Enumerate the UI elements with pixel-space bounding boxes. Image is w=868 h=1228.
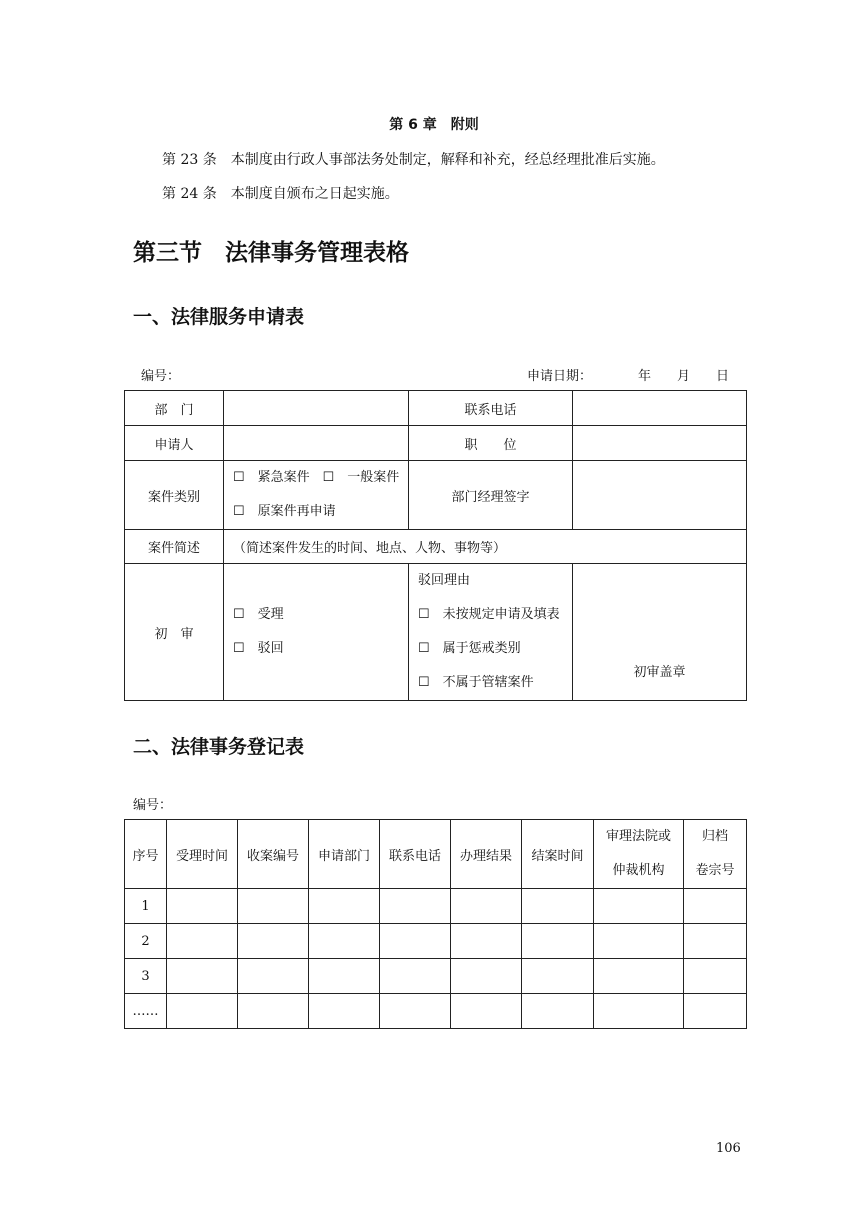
position-field[interactable] bbox=[573, 426, 747, 461]
manager-sign-field[interactable] bbox=[573, 461, 747, 530]
article-text: 本制度自颁布之日起实施。 bbox=[230, 186, 399, 202]
category-option-line[interactable]: ☐ 紧急案件 ☐ 一般案件 bbox=[233, 470, 400, 485]
header-archive-line1: 归档 bbox=[701, 829, 728, 844]
reject-reason-option[interactable]: ☐ 未按规定申请及填表 bbox=[418, 607, 560, 622]
row-serial: 1 bbox=[125, 889, 167, 924]
reject-reason-option[interactable]: ☐ 不属于管辖案件 bbox=[418, 675, 534, 690]
summary-hint[interactable]: （简述案件发生的时间、地点、人物、事物等） bbox=[224, 530, 747, 564]
article-number: 第 24 条 bbox=[162, 186, 217, 202]
form1-title: 一、法律服务申请表 bbox=[133, 306, 305, 328]
table-row bbox=[125, 924, 747, 959]
category-options bbox=[224, 461, 409, 530]
chapter-title: 第 6 章 附则 bbox=[389, 117, 479, 133]
row-serial: …… bbox=[125, 994, 167, 1029]
legal-service-application-table bbox=[124, 390, 747, 701]
table-row bbox=[125, 994, 747, 1029]
header-archive-line2: 卷宗号 bbox=[695, 863, 735, 878]
form2-title: 二、法律事务登记表 bbox=[133, 736, 305, 758]
legal-affairs-register-table bbox=[124, 819, 747, 1029]
article-23 bbox=[162, 149, 665, 169]
form1-number-label: 编号： bbox=[141, 369, 181, 384]
reject-reason-option[interactable]: ☐ 属于惩戒类别 bbox=[418, 641, 521, 656]
review-options bbox=[224, 564, 409, 701]
review-label: 初 审 bbox=[125, 564, 224, 701]
article-24 bbox=[162, 183, 399, 203]
page-number: 106 bbox=[716, 1141, 741, 1156]
review-option-accept[interactable]: ☐ 受理 bbox=[233, 607, 284, 622]
review-option-reject[interactable]: ☐ 驳回 bbox=[233, 641, 284, 656]
header-court-line1: 审理法院或 bbox=[605, 829, 671, 844]
dept-field[interactable] bbox=[224, 391, 409, 426]
summary-label: 案件简述 bbox=[125, 530, 224, 564]
header-archive bbox=[684, 820, 747, 889]
table-row bbox=[125, 889, 747, 924]
dept-label: 部 门 bbox=[125, 391, 224, 426]
date-year: 年 bbox=[638, 369, 652, 384]
category-option-line[interactable]: ☐ 原案件再申请 bbox=[233, 504, 336, 519]
reject-reasons bbox=[409, 564, 573, 701]
table-row bbox=[125, 959, 747, 994]
row-serial: 3 bbox=[125, 959, 167, 994]
applicant-label: 申请人 bbox=[125, 426, 224, 461]
header-close-time: 结案时间 bbox=[522, 820, 594, 889]
position-label: 职 位 bbox=[409, 426, 573, 461]
phone-label: 联系电话 bbox=[409, 391, 573, 426]
article-number: 第 23 条 bbox=[162, 152, 217, 168]
date-day: 日 bbox=[716, 369, 730, 384]
header-accept-time: 受理时间 bbox=[167, 820, 238, 889]
header-applicant-dept: 申请部门 bbox=[309, 820, 380, 889]
date-month: 月 bbox=[677, 369, 691, 384]
header-serial: 序号 bbox=[125, 820, 167, 889]
form2-number-label: 编号： bbox=[133, 798, 173, 813]
header-court bbox=[594, 820, 684, 889]
header-phone: 联系电话 bbox=[380, 820, 451, 889]
form1-date-label: 申请日期： bbox=[527, 369, 593, 384]
header-result: 办理结果 bbox=[451, 820, 522, 889]
row-serial: 2 bbox=[125, 924, 167, 959]
section-title: 第三节 法律事务管理表格 bbox=[133, 240, 409, 266]
manager-sign-label: 部门经理签字 bbox=[409, 461, 573, 530]
category-label: 案件类别 bbox=[125, 461, 224, 530]
reject-reason-label: 驳回理由 bbox=[418, 573, 471, 588]
phone-field[interactable] bbox=[573, 391, 747, 426]
header-court-line2: 仲裁机构 bbox=[612, 863, 665, 878]
seal-label: 初审盖章 bbox=[573, 564, 747, 701]
applicant-field[interactable] bbox=[224, 426, 409, 461]
header-case-number: 收案编号 bbox=[238, 820, 309, 889]
article-text: 本制度由行政人事部法务处制定，解释和补充，经总经理批准后实施。 bbox=[230, 152, 665, 168]
